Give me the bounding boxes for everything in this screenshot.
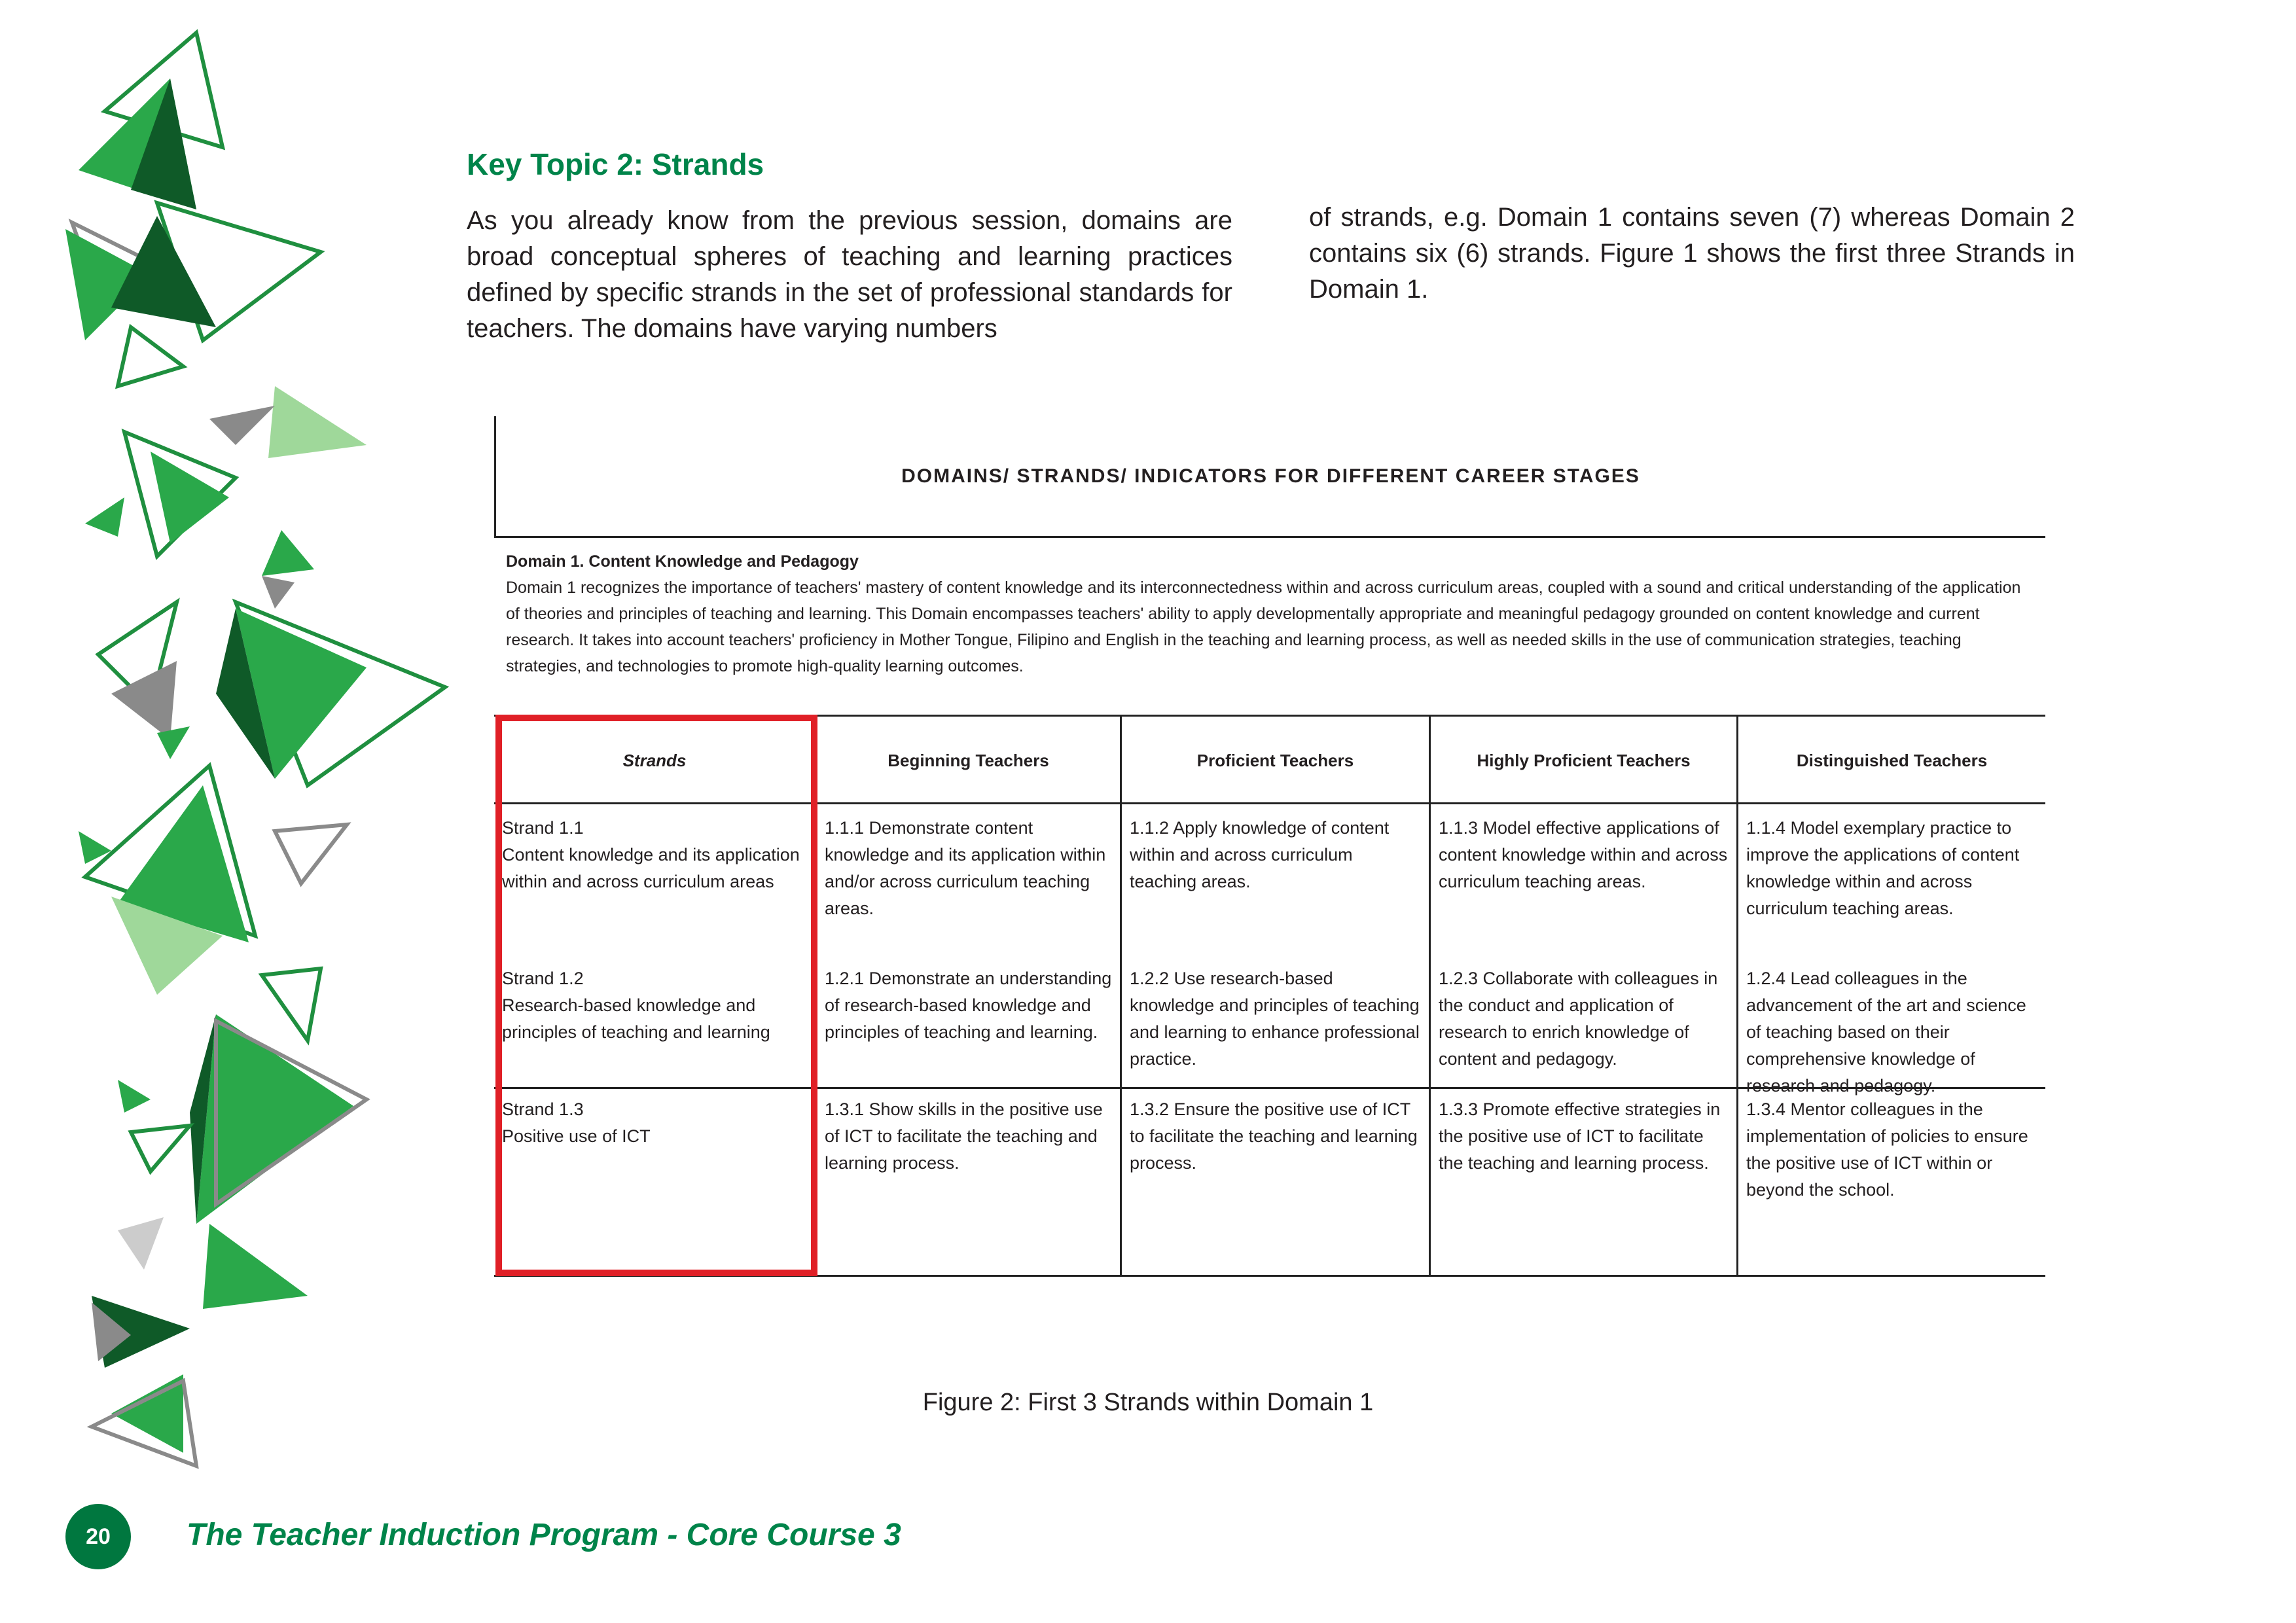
header-distinguished: Distinguished Teachers [1796,750,1988,770]
table-cell: 1.3.3 Promote effective strategies in the positive use of ICT to facilitate the teaching and learning process. [1439,1099,1721,1173]
intro-paragraph-col1: As you already know from the previous session, domains are broad conceptual spheres of teaching and learning practices defined by specific strands in the set of professional standards for teachers. The domains have varying numbers [467,206,1232,343]
intro-paragraph-col2: of strands, e.g. Domain 1 contains seven (7) whereas Domain 2 contains six (6) strands. Figure 1 shows the first three Strands in Domain 1. [1309,203,2075,304]
decorative-triangles [0,0,458,1505]
table-cell-strand: Strand 1.1 Content knowledge and its application within and across curriculum areas [502,818,800,891]
header-beginning: Beginning Teachers [888,750,1049,770]
table-cell: 1.1.2 Apply knowledge of content within and across curriculum teaching areas. [1130,818,1390,891]
domain-description: Domain 1 recognizes the importance of teachers' mastery of content knowledge and its interconnectedness within and across curriculum areas, coupled with a sound and critical understanding of the application of theories and principles of teaching and learning. This Domain encompasses teachers' ability to apply developmentally appropriate and meaningful pedagogy grounded on content knowledge and current research. It takes into account teachers' proficiency in Mother Tongue, Filipino and English in the teaching and learning process, as well as needed skills in the use of communication strategies, teaching strategies, and technologies to promote high-quality learning outcomes. [506,579,2021,675]
domain-description-box [494,538,2045,715]
header-strands: Strands [622,750,687,770]
table-cell: 1.2.3 Collaborate with colleagues in the conduct and application of research to enrich knowledge of content and pedagogy. [1439,969,1718,1069]
table-cell-strand: Strand 1.2 Research-based knowledge and principles of teaching and learning [502,969,770,1042]
page-number-badge: 20 [65,1504,131,1569]
table-cell: 1.1.1 Demonstrate content knowledge and its application within and/or across curriculum teaching areas. [825,818,1106,918]
table-cell: 1.3.4 Mentor colleagues in the implementation of policies to ensure the positive use of ICT within or beyond the school. [1746,1099,2028,1200]
strands-column-highlight [495,715,817,1276]
table-cell: 1.2.4 Lead colleagues in the advancement of the art and science of teaching based on their comprehensive knowledge of research and pedagogy. [1746,969,2026,1096]
table-cell: 1.1.4 Model exemplary practice to improve the applications of content knowledge within and across curriculum teaching areas. [1746,818,2020,918]
table-cell: 1.3.1 Show skills in the positive use of ICT to facilitate the teaching and learning process. [825,1099,1103,1173]
figure-caption: Figure 2: First 3 Strands within Domain 1 [922,1389,1374,1416]
table-cell-strand: Strand 1.3 Positive use of ICT [502,1099,651,1146]
triangle-cluster-icon [65,33,445,1466]
topic-heading: Key Topic 2: Strands [467,147,764,181]
figure-title-box [494,416,2045,538]
table-cell: 1.2.1 Demonstrate an understanding of research-based knowledge and principles of teaching and learning. [825,969,1112,1042]
header-proficient: Proficient Teachers [1196,750,1354,770]
footer-course-title: The Teacher Induction Program - Core Course 3 [187,1518,901,1552]
header-highly-proficient: Highly Proficient Teachers [1477,750,1691,770]
domain-name: Domain 1. Content Knowledge and Pedagogy [506,552,859,571]
table-cell: 1.3.2 Ensure the positive use of ICT to facilitate the teaching and learning process. [1130,1099,1418,1173]
figure-title: DOMAINS/ STRANDS/ INDICATORS FOR DIFFERENT CAREER STAGES [901,465,1640,487]
table-cell: 1.1.3 Model effective applications of content knowledge within and across curriculum teaching areas. [1439,818,1728,891]
table-cell: 1.2.2 Use research-based knowledge and principles of teaching and learning to enhance professional practice. [1130,969,1420,1069]
